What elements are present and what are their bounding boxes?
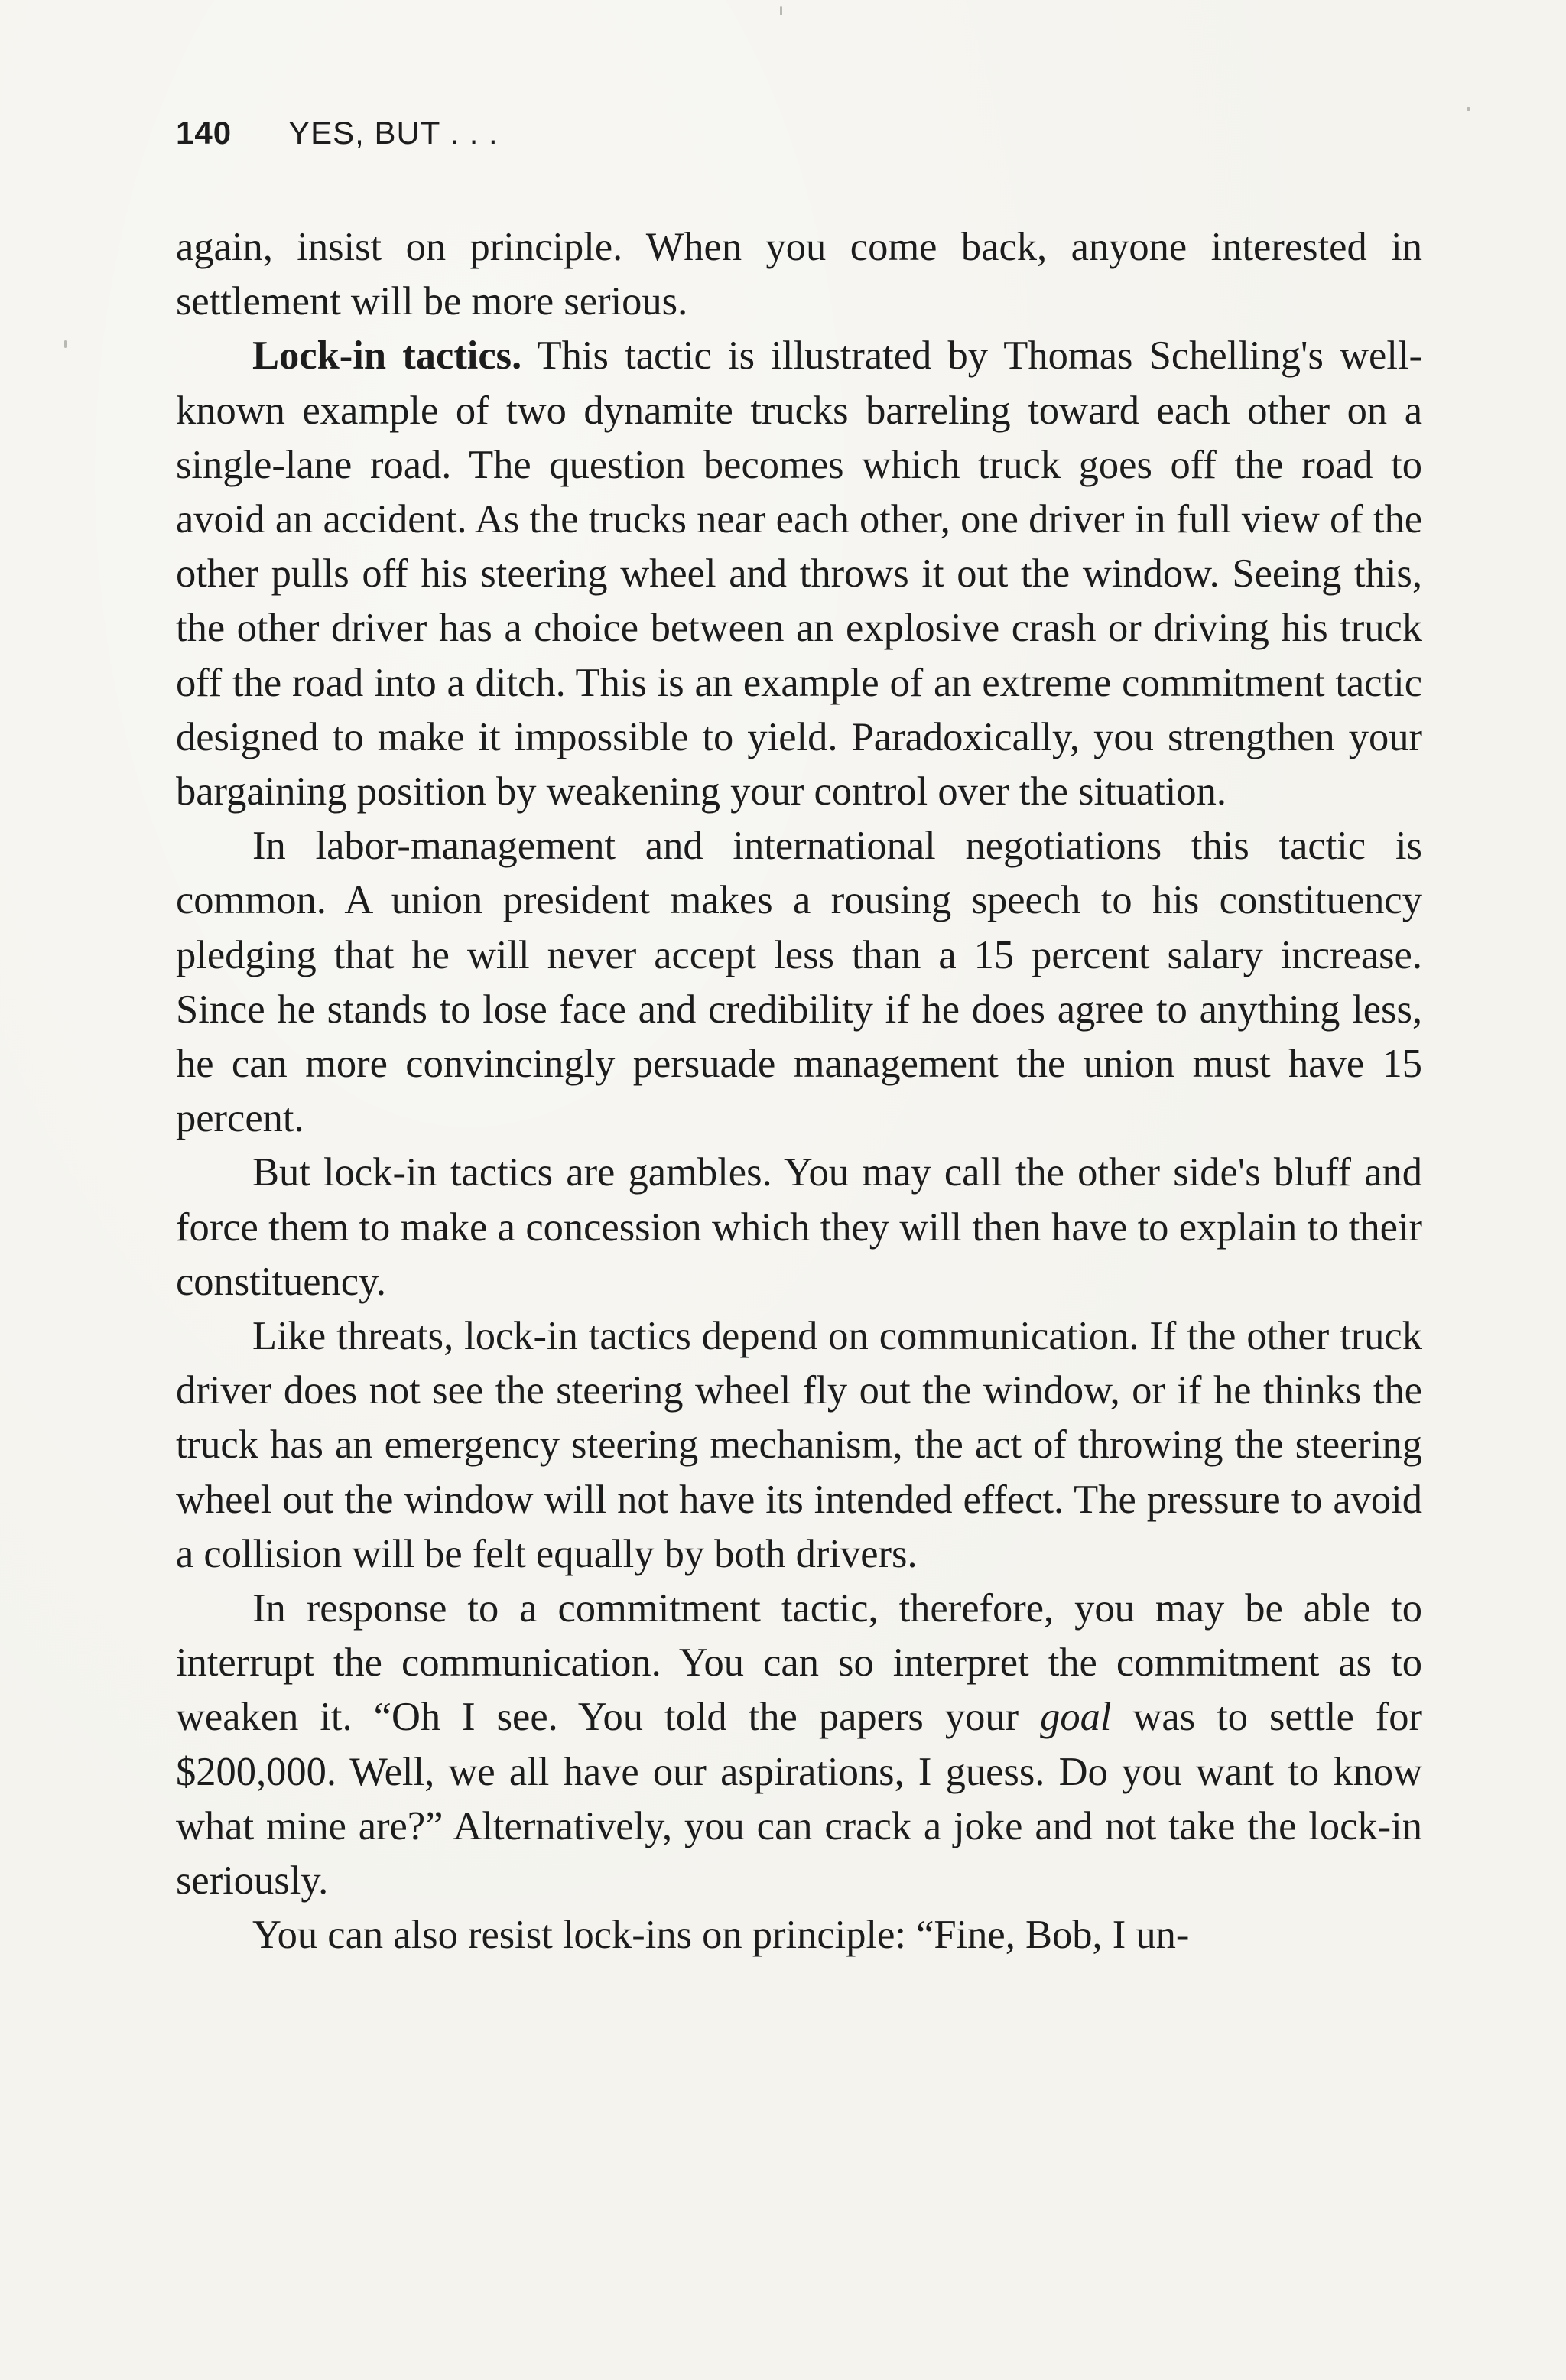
running-title: YES, BUT . . .: [288, 115, 499, 151]
page-number: 140: [176, 115, 232, 151]
paragraph-text: In response to a commitment tactic, therefore, you may be able to interrupt the communication. You can so interpret the commitment as to weaken it. “Oh I see. You told the papers your: [176, 1586, 1422, 1740]
paragraph: [176, 1309, 1422, 1582]
paragraph-text: Like threats, lock-in tactics depend on communication. If the other truck driver does not see the steering wheel fly out the window, or if he thinks the truck has an emergency steering mechanism, the act of throwing the steering wheel out the window will not have its intended effect. The pressure to avoid a collision will be felt equally by both drivers.: [176, 1314, 1422, 1576]
page-speck: [1467, 107, 1470, 111]
paragraph-lock-in-tactics: [176, 329, 1422, 819]
run-in-heading: Lock-in tactics.: [252, 333, 522, 379]
running-head: [176, 115, 499, 161]
paragraph: [176, 1582, 1422, 1908]
paragraph-text: You can also resist lock-ins on principle: “Fine, Bob, I un-: [252, 1913, 1190, 1958]
body-text: [176, 220, 1422, 1963]
paragraph-text: was to settle for $200,000. Well, we all have our aspirations, I guess. Do you want to know what mine are?” Alternatively, you can crack a joke and not take the lock-in seriously.: [176, 1695, 1422, 1904]
paragraph: [176, 819, 1422, 1146]
page-speck: [64, 340, 67, 348]
paragraph-text: But lock-in tactics are gambles. You may call the other side's bluff and force them to make a concession which they will then have to explain to their constituency.: [176, 1150, 1422, 1304]
paragraph: [176, 1146, 1422, 1309]
paragraph-text: In labor-management and international negotiations this tactic is common. A union president makes a rousing speech to his constituency pledging that he will never accept less than a 15 percent salary increase. Since he stands to lose face and credibility if he does agree to anything less, he can more convincingly persuade management the union must have 15 percent.: [176, 824, 1422, 1141]
emphasized-word: goal: [1040, 1695, 1112, 1740]
paragraph: [176, 1908, 1422, 1962]
paragraph-continued: [176, 220, 1422, 329]
paragraph-text: This tactic is illustrated by Thomas Schelling's well-known example of two dynamite trucks barreling toward each other on a single-lane road. The question becomes which truck goes off the road to avoid an accident. As the trucks near each other, one driver in full view of the other pulls off his steering wheel and throws it out the window. Seeing this, the other driver has a choice between an explosive crash or driving his truck off the road into a ditch. This is an example of an extreme commitment tactic designed to make it impossible to yield. Paradoxically, you strengthen your bargaining position by weakening your control over the situation.: [176, 333, 1423, 814]
paragraph-text: again, insist on principle. When you come back, anyone interested in settlement will be more serious.: [176, 225, 1422, 324]
page-speck: [780, 6, 782, 15]
